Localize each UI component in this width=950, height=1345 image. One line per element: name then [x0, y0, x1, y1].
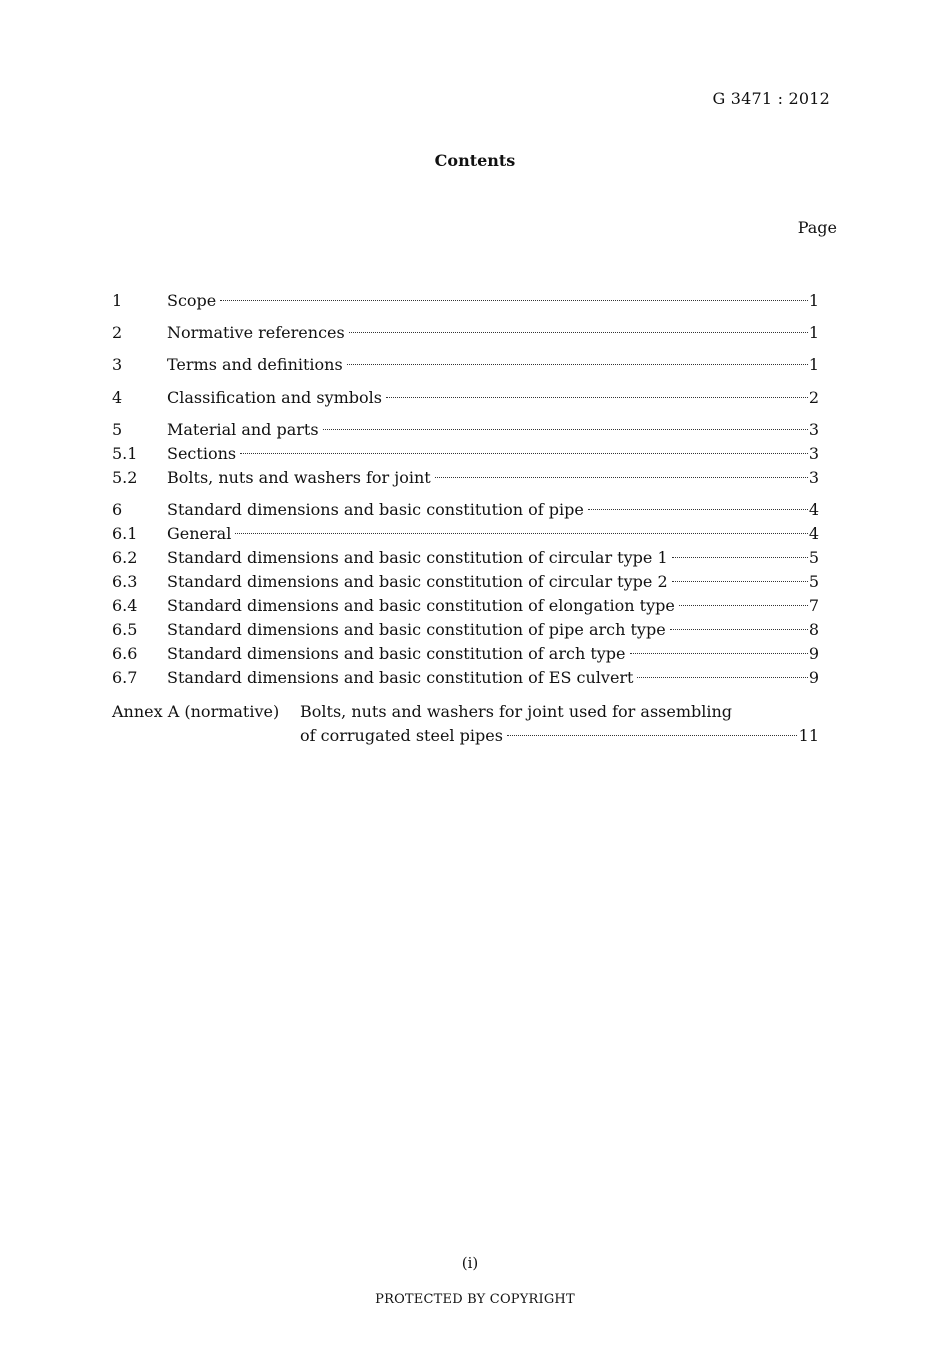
toc-entry-number: 1 [112, 291, 123, 310]
toc-entry-number: 6.7 [112, 668, 138, 687]
dot-leader [435, 477, 808, 478]
toc-entry-page: 3 [808, 444, 819, 463]
toc-entry-number: 4 [112, 388, 123, 407]
toc-entry-page: 4 [808, 524, 819, 543]
dot-leader [670, 629, 808, 630]
dot-leader [507, 735, 797, 736]
toc-entry-6-1[interactable] [112, 523, 819, 545]
toc-entry-5-2[interactable] [112, 467, 819, 489]
toc-entry-number: 6.6 [112, 644, 138, 663]
page-title: Contents [434, 151, 516, 170]
toc-entry-4[interactable] [112, 387, 819, 409]
toc-entry-6-3[interactable] [112, 571, 819, 593]
toc-entry-label: Standard dimensions and basic constitution of pipe arch type [167, 620, 666, 639]
toc-entry-page: 9 [808, 644, 819, 663]
toc-entry-number: 6 [112, 500, 123, 519]
toc-entry-3[interactable] [112, 354, 819, 376]
dot-leader [323, 429, 808, 430]
annex-title-line1: Bolts, nuts and washers for joint used for assembling [300, 702, 733, 721]
dot-leader [220, 300, 808, 301]
toc-entry-label: Standard dimensions and basic constitution of arch type [167, 644, 626, 663]
toc-entry-label: Standard dimensions and basic constitution of circular type 1 [167, 548, 668, 567]
toc-entry-5[interactable] [112, 419, 819, 441]
dot-leader [386, 397, 808, 398]
dot-leader [672, 581, 808, 582]
annex-page: 11 [798, 726, 819, 745]
toc-entry-label: Material and parts [167, 420, 319, 439]
standard-number: G 3471 : 2012 [712, 89, 830, 108]
toc-entry-number: 3 [112, 355, 123, 374]
toc-entry-page: 3 [808, 468, 819, 487]
toc-entry-page: 4 [808, 500, 819, 519]
toc-entry-label: Scope [167, 291, 217, 310]
toc-entry-page: 1 [808, 323, 819, 342]
toc-entry-6[interactable] [112, 499, 819, 521]
toc-entry-5-1[interactable] [112, 443, 819, 465]
toc-entry-number: 6.4 [112, 596, 138, 615]
annex-label: Annex A (normative) [112, 702, 280, 721]
dot-leader [349, 332, 808, 333]
toc-entry-label: Sections [167, 444, 237, 463]
toc-entry-label: Terms and definitions [167, 355, 343, 374]
toc-entry-number: 6.5 [112, 620, 138, 639]
toc-entry-label: Classification and symbols [167, 388, 382, 407]
toc-entry-label: Bolts, nuts and washers for joint [167, 468, 431, 487]
dot-leader [637, 677, 807, 678]
toc-entry-number: 6.1 [112, 524, 138, 543]
dot-leader [679, 605, 808, 606]
toc-entry-page: 2 [808, 388, 819, 407]
toc-entry-6-4[interactable] [112, 595, 819, 617]
toc-entry-page: 7 [808, 596, 819, 615]
toc-entry-1[interactable] [112, 290, 819, 312]
page-number: (i) [461, 1254, 479, 1272]
toc-entry-number: 6.3 [112, 572, 138, 591]
toc-entry-page: 9 [808, 668, 819, 687]
toc-entry-number: 6.2 [112, 548, 138, 567]
toc-entry-label: Standard dimensions and basic constitution of ES culvert [167, 668, 634, 687]
dot-leader [235, 533, 807, 534]
toc-entry-6-5[interactable] [112, 619, 819, 641]
toc-entry-page: 5 [808, 548, 819, 567]
toc-entry-label: Standard dimensions and basic constitution of circular type 2 [167, 572, 668, 591]
toc-entry-label: Normative references [167, 323, 345, 342]
toc-entry-6-2[interactable] [112, 547, 819, 569]
dot-leader [630, 653, 808, 654]
copyright-notice: PROTECTED BY COPYRIGHT [375, 1292, 575, 1307]
dot-leader [672, 557, 808, 558]
toc-entry-label: General [167, 524, 232, 543]
toc-entry-page: 5 [808, 572, 819, 591]
dot-leader [588, 509, 808, 510]
toc-entry-page: 8 [808, 620, 819, 639]
toc-entry-label: Standard dimensions and basic constitution of pipe [167, 500, 584, 519]
toc-entry-page: 1 [808, 355, 819, 374]
dot-leader [347, 364, 808, 365]
toc-entry-2[interactable] [112, 322, 819, 344]
toc-entry-number: 2 [112, 323, 123, 342]
annex-title-line2: of corrugated steel pipes [300, 726, 503, 745]
toc-entry-6-7[interactable] [112, 667, 819, 689]
toc-entry-page: 1 [808, 291, 819, 310]
toc-entry-page: 3 [808, 420, 819, 439]
toc-entry-6-6[interactable] [112, 643, 819, 665]
toc-entry-number: 5.1 [112, 444, 138, 463]
dot-leader [240, 453, 808, 454]
toc-entry-number: 5 [112, 420, 123, 439]
page-column-heading: Page [797, 218, 837, 237]
toc-entry-label: Standard dimensions and basic constitution of elongation type [167, 596, 675, 615]
toc-entry-number: 5.2 [112, 468, 138, 487]
